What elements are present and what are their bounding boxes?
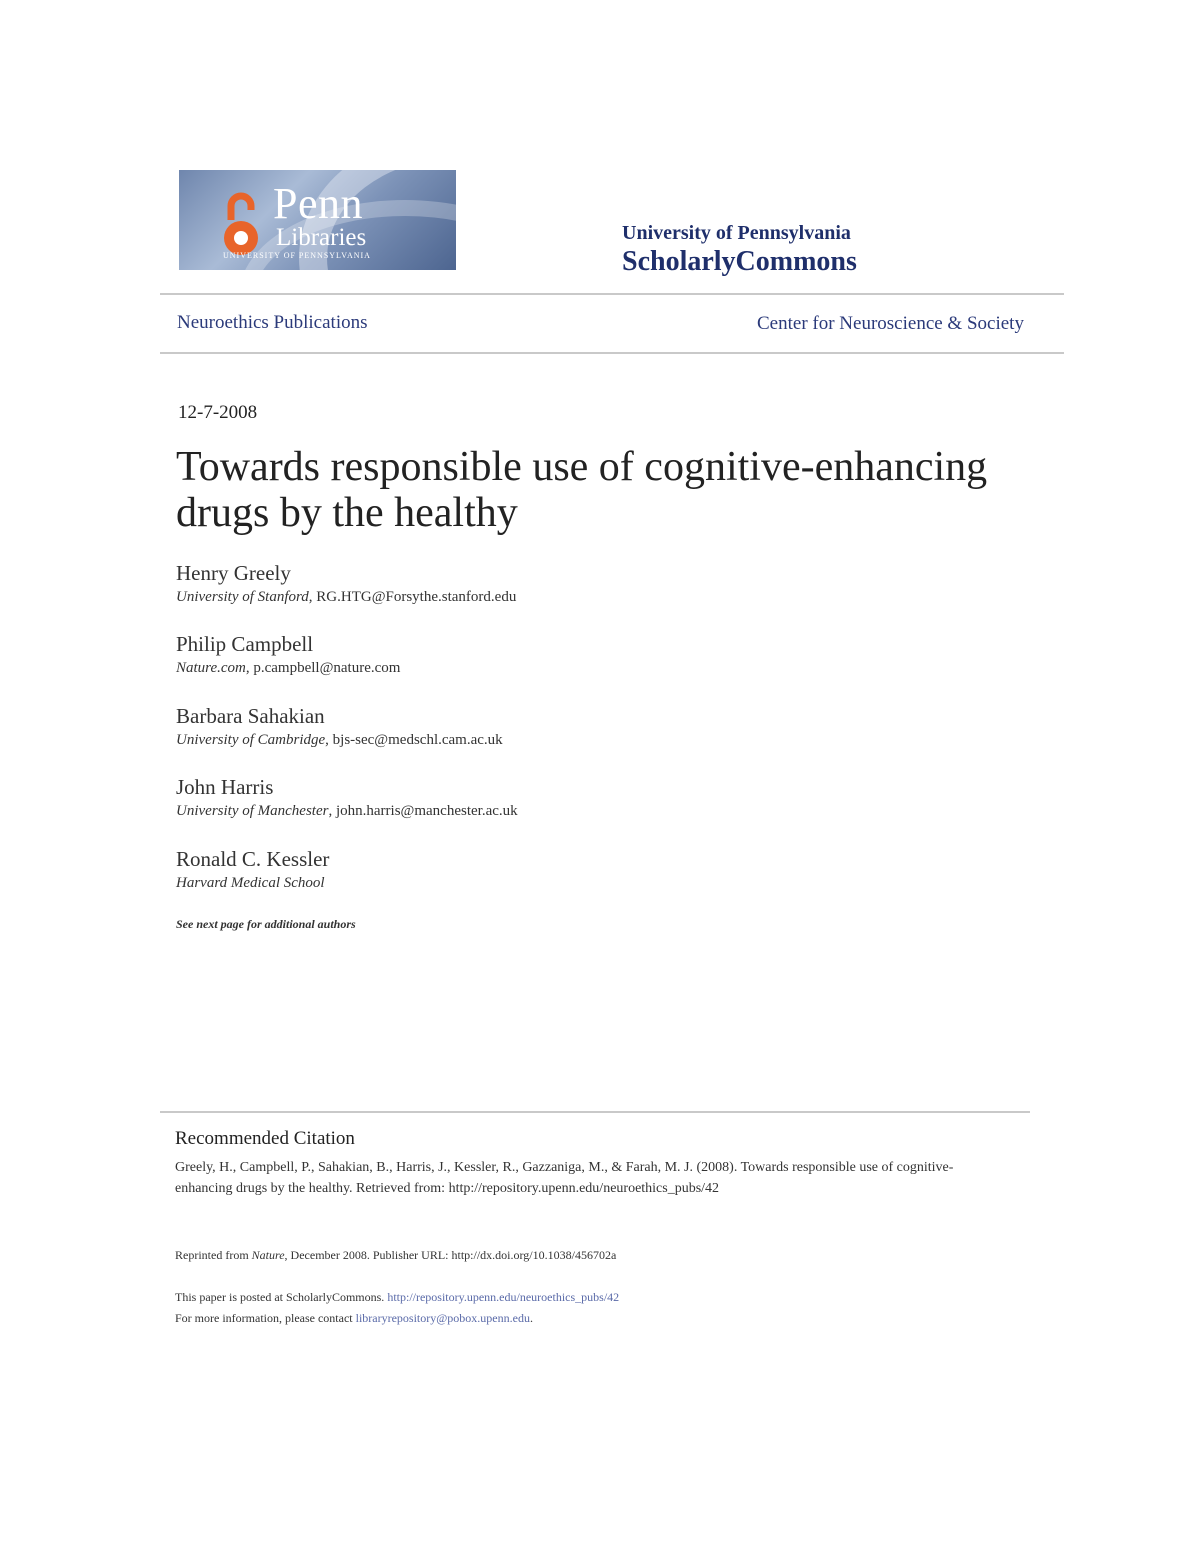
- reprint-prefix: Reprinted from: [175, 1248, 252, 1262]
- author-entry: [176, 846, 329, 894]
- reprint-rest: , December 2008. Publisher URL: http://dx.doi.org/10.1038/456702a: [284, 1248, 617, 1262]
- author-name: John Harris: [176, 775, 274, 799]
- author-name: Philip Campbell: [176, 632, 314, 656]
- author-name: Ronald C. Kessler: [176, 847, 330, 871]
- header-top-divider: [160, 293, 1064, 295]
- publication-date: 12-7-2008: [178, 402, 258, 423]
- reprint-journal: Nature: [251, 1248, 285, 1262]
- repository-link[interactable]: http://repository.upenn.edu/neuroethics_pubs/42: [387, 1290, 620, 1304]
- author-email[interactable]: , john.harris@manchester.ac.uk: [328, 803, 518, 819]
- author-entry: [176, 631, 400, 679]
- additional-authors-note[interactable]: See next page for additional authors: [176, 917, 356, 931]
- author-institution: University of Cambridge: [176, 732, 326, 748]
- scholarly-commons-brand[interactable]: [622, 220, 857, 278]
- posted-note: [175, 1290, 619, 1305]
- author-institution: University of Manchester: [176, 803, 329, 819]
- open-access-lock-icon: [221, 190, 261, 260]
- contact-email-link[interactable]: libraryrepository@pobox.upenn.edu: [355, 1311, 530, 1325]
- author-name: Henry Greely: [176, 561, 291, 585]
- author-affiliation: [176, 800, 518, 822]
- author-institution: Nature.com: [176, 660, 246, 676]
- citation-divider: [160, 1111, 1030, 1113]
- reprint-note: [175, 1248, 616, 1263]
- author-email[interactable]: , RG.HTG@Forsythe.stanford.edu: [308, 589, 517, 605]
- brand-scholarly-commons: ScholarlyCommons: [622, 246, 857, 277]
- penn-libraries-logo: [179, 170, 456, 270]
- document-title: Towards responsible use of cognitive-enhancing drugs by the healthy: [176, 444, 988, 536]
- logo-university-text: UNIVERSITY OF PENNSYLVANIA: [223, 251, 371, 260]
- author-name: Barbara Sahakian: [176, 704, 325, 728]
- author-affiliation: [176, 586, 516, 608]
- posted-prefix: This paper is posted at ScholarlyCommons.: [175, 1290, 388, 1304]
- center-link[interactable]: Center for Neuroscience & Society: [757, 313, 1024, 334]
- author-institution: Harvard Medical School: [176, 875, 325, 891]
- contact-suffix: .: [529, 1311, 533, 1325]
- header-bottom-divider: [160, 352, 1064, 354]
- contact-note: [175, 1311, 533, 1326]
- author-affiliation: [176, 872, 329, 894]
- logo-penn-text: Penn: [273, 179, 363, 228]
- brand-university: University of Pennsylvania: [622, 222, 851, 244]
- author-email[interactable]: , bjs-sec@medschl.cam.ac.uk: [325, 732, 503, 748]
- citation-heading: Recommended Citation: [175, 1128, 355, 1149]
- author-affiliation: [176, 657, 400, 679]
- author-institution: University of Stanford: [176, 589, 309, 605]
- author-entry: [176, 703, 503, 751]
- logo-libraries-text: Libraries: [276, 224, 367, 251]
- series-link[interactable]: Neuroethics Publications: [177, 312, 368, 333]
- citation-text: Greely, H., Campbell, P., Sahakian, B., Harris, J., Kessler, R., Gazzaniga, M., & Farah, M. J. (2008). Towards responsible use of cognitive-enhancing drugs by the healthy. Retrieved from: http://repository.upenn.edu/neuroethics_pubs/42: [175, 1160, 954, 1196]
- author-affiliation: [176, 729, 503, 751]
- author-entry: [176, 774, 518, 822]
- contact-prefix: For more information, please contact: [175, 1311, 356, 1325]
- author-entry: [176, 560, 516, 608]
- author-email[interactable]: , p.campbell@nature.com: [245, 660, 401, 676]
